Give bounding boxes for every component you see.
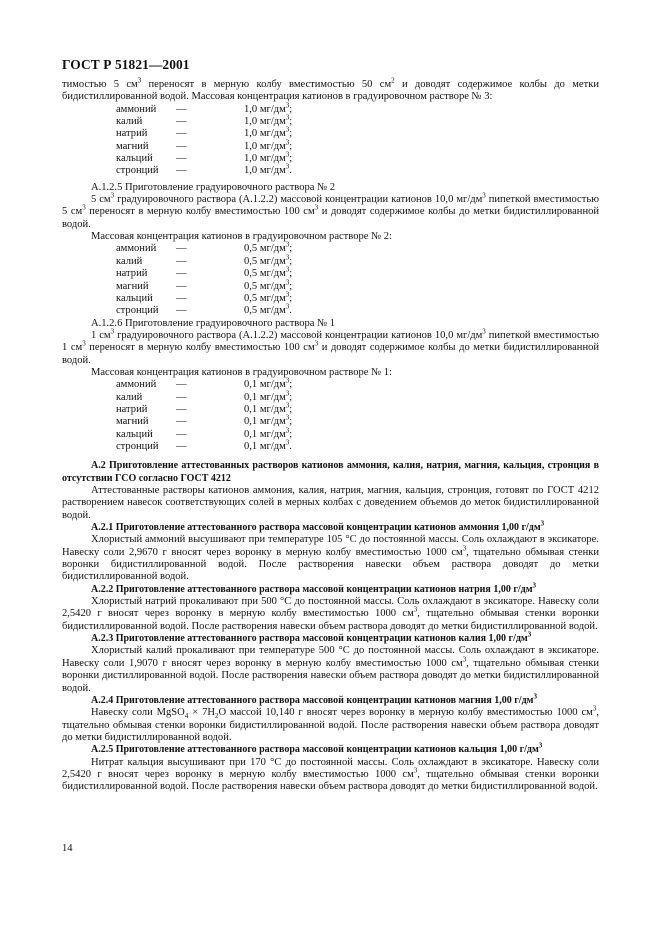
subsection-title-a21: А.2.1 Приготовление аттестованного раствора массовой концентрации катионов аммония 1,00 $г/дм^3$ xyxy=(91,519,545,534)
cation-name: калий xyxy=(116,116,143,128)
dash: — xyxy=(176,292,187,304)
concentration-value: 1,0 $мг/дм^3$; xyxy=(244,113,293,128)
concentration-row xyxy=(116,376,599,391)
paragraph-a21: Хлористый аммоний высушивают при температуре 105 °С до постоянной массы. Соль охлаждают в эксикаторе. Навеску соли 2,9670 г вносят через воронку в мерную колбу вместимостью 1000 $см^3$, тщательно обмывая стенки воронки бидистиллированной водой. После растворения навески объем раствора доводят до метки бидистиллированной водой. xyxy=(62,534,599,583)
paragraph-a25: Нитрат кальция высушивают при 170 °С до постоянной массы. Соль охлаждают в эксикаторе. Навеску соли 2,5420 г вносят через воронку в мерную колбу вместимостью 1000 $см^3$, тщательно обмывая стенки воронки бидистиллированной водой. После растворения навески объем раствора доводят до метки бидистиллированной водой. xyxy=(62,756,599,793)
section-title-a2: А.2 Приготовление аттестованных растворов катионов аммония, калия, натрия, магния, кальция, стронция в отсутствии ГСО согласно ГОСТ 4212 xyxy=(62,460,599,484)
concentration-row xyxy=(116,277,599,293)
paragraph-solution-1: 1 $см^3$ градуировочного раствора (А.1.2.2) массовой концентрации катионов 10,0 $мг/дм^3$ пипеткой вместимостью 1 $см^3$ переносят в мерную колбу вместимостью 100 $см^3$ и доводят содержимое колбы до метки бидистиллированной водой. xyxy=(62,327,600,366)
subsection-title-a25: А.2.5 Приготовление аттестованного раствора массовой концентрации катионов кальция 1,00 $г/дм^3$ xyxy=(91,741,543,756)
cation-name: магний xyxy=(116,416,149,428)
paragraph-a2: Аттестованные растворы катионов аммония, калия, натрия, магния, кальция, стронция, готовят по ГОСТ 4212 растворением навесок соответствующих солей в мерных колбах с доведением объемов до меток бидистиллированной водой. xyxy=(62,485,599,521)
concentration-row xyxy=(116,413,599,428)
dash: — xyxy=(176,165,187,177)
paragraph-solution-2: 5 $см^3$ градуировочного раствора (А.1.2.2) массовой концентрации катионов 10,0 $мг/дм^3$ пипеткой вместимостью 5 $см^3$ переносят в мерную колбу вместимостью 100 $см^3$ и доводят содержимое колбы до метки бидистиллированной водой. xyxy=(62,191,600,230)
concentration-caption-solution-1: Массовая концентрация катионов в градуировочном растворе № 1: xyxy=(91,366,392,378)
concentration-value: 1,0 $мг/дм^3$; xyxy=(244,150,293,165)
concentration-row xyxy=(116,265,599,280)
dash: — xyxy=(176,391,187,403)
concentration-caption-solution-2: Массовая концентрация катионов в градуировочном растворе № 2: xyxy=(91,231,392,243)
concentration-value: 0,5 $мг/дм^3$; xyxy=(244,253,293,267)
concentration-row xyxy=(116,138,599,153)
dash: — xyxy=(176,280,187,292)
concentration-row xyxy=(116,113,599,128)
concentration-value: 0,1 $мг/дм^3$; xyxy=(244,376,293,391)
concentration-row xyxy=(116,438,599,453)
concentration-value: 1,0 $мг/дм^3$; xyxy=(244,138,293,152)
cation-name: кальций xyxy=(116,292,153,304)
concentration-row xyxy=(116,162,599,177)
dash: — xyxy=(176,153,187,165)
concentration-list-solution-3 xyxy=(116,101,599,178)
concentration-list-solution-2 xyxy=(116,240,599,317)
concentration-row xyxy=(116,401,599,416)
cation-name: стронций xyxy=(116,165,159,177)
cation-name: магний xyxy=(116,280,149,292)
dash: — xyxy=(176,428,187,440)
paragraph-a24: Навеску соли MgSO$_4$ × $7H_2O$ массой 10,140 г вносят через воронку в мерную колбу вместимостью 1000 $см^3$, тщательно обмывая стенки воронки бидистиллированной водой. После растворения навески объем раствора доводят до метки бидистиллированной водой. xyxy=(62,704,599,743)
subsection-title-a125: А.1.2.5 Приготовление градуировочного раствора № 2 xyxy=(91,181,336,193)
dash: — xyxy=(176,379,187,391)
concentration-value: 0,1 $мг/дм^3$; xyxy=(244,389,293,403)
cation-name: кальций xyxy=(116,428,153,440)
subsection-title-a23: А.2.3 Приготовление аттестованного раствора массовой концентрации катионов калия 1,00 $г/дм^3$ xyxy=(91,630,532,645)
page-number: 14 xyxy=(62,843,73,854)
concentration-row xyxy=(116,253,599,268)
concentration-list-solution-1 xyxy=(116,376,599,453)
cation-name: калий xyxy=(116,255,143,267)
cation-name: стронций xyxy=(116,440,159,452)
concentration-row xyxy=(116,290,599,305)
cation-name: аммоний xyxy=(116,103,157,115)
dash: — xyxy=(176,243,187,255)
dash: — xyxy=(176,103,187,115)
concentration-value: 0,5 $мг/дм^3$; xyxy=(244,290,293,304)
dash: — xyxy=(176,116,187,128)
concentration-row xyxy=(116,125,599,140)
concentration-value: 1,0 $мг/дм^3$; xyxy=(244,101,293,115)
cation-name: кальций xyxy=(116,153,153,165)
dash: — xyxy=(176,268,187,280)
cation-name: аммоний xyxy=(116,243,157,255)
concentration-value: 0,5 $мг/дм^3$; xyxy=(244,240,293,255)
cation-name: стронций xyxy=(116,305,159,317)
concentration-row xyxy=(116,426,599,441)
concentration-row xyxy=(116,302,599,317)
dash: — xyxy=(176,416,187,428)
concentration-value: 0,1 $мг/дм^3$; xyxy=(244,413,293,428)
paragraph-a23: Хлористый калий прокаливают при температуре 500 °С до постоянной массы. Соль охлаждают в эксикаторе. Навеску соли 1,9070 г вносят через воронку в мерную колбу вместимостью 1000 $см^3$, тщательно обмывая стенки воронки дистиллированной водой. После растворения навески объем раствора доводят до метки бидистиллированной водой. xyxy=(62,645,599,694)
paragraph-solution-3: тимостью 5 $см^3$ переносят в мерную колбу вместимостью 50 $см^2$ и доводят содержимое колбы до метки бидистиллированной водой. Массовая концентрация катионов в градуировочном растворе № 3: xyxy=(62,76,599,103)
cation-name: натрий xyxy=(116,128,148,140)
concentration-value: 0,5 $мг/дм^3$; xyxy=(244,265,293,280)
cation-name: магний xyxy=(116,140,149,152)
dash: — xyxy=(176,255,187,267)
dash: — xyxy=(176,305,187,317)
concentration-row xyxy=(116,101,599,116)
dash: — xyxy=(176,128,187,140)
concentration-value: 1,0 $мг/дм^3$. xyxy=(244,162,292,177)
cation-name: калий xyxy=(116,391,143,403)
paragraph-a22: Хлористый натрий прокаливают при 500 °С до постоянной массы. Соль охлаждают в эксикаторе. Навеску соли 2,5420 г вносят через воронку в мерную колбу вместимостью 1000 $см^3$, тщательно обмывая стенки воронки бидистиллированной водой. После растворения навески объем раствора доводят до метки бидистиллированной водой. xyxy=(62,596,599,632)
concentration-row xyxy=(116,389,599,404)
cation-name: натрий xyxy=(116,403,148,415)
concentration-value: 1,0 $мг/дм^3$; xyxy=(244,125,293,140)
concentration-row xyxy=(116,150,599,165)
subsection-title-a24: А.2.4 Приготовление аттестованного раствора массовой концентрации катионов магния 1,00 $г/дм^3$ xyxy=(91,692,537,706)
concentration-value: 0,1 $мг/дм^3$; xyxy=(244,426,293,440)
dash: — xyxy=(176,403,187,415)
document-header: ГОСТ Р 51821—2001 xyxy=(62,57,190,72)
concentration-value: 0,1 $мг/дм^3$; xyxy=(244,401,293,415)
concentration-value: 0,5 $мг/дм^3$. xyxy=(244,302,292,317)
cation-name: аммоний xyxy=(116,379,157,391)
concentration-value: 0,1 $мг/дм^3$. xyxy=(244,438,292,452)
page-content xyxy=(62,76,600,794)
concentration-row xyxy=(116,240,599,255)
concentration-value: 0,5 $мг/дм^3$; xyxy=(244,277,293,292)
subsection-title-a22: А.2.2 Приготовление аттестованного раствора массовой концентрации катионов натрия 1,00 $г/дм^3$ xyxy=(91,581,537,595)
cation-name: натрий xyxy=(116,268,148,280)
dash: — xyxy=(176,440,187,452)
subsection-title-a126: А.1.2.6 Приготовление градуировочного раствора № 1 xyxy=(91,317,336,329)
dash: — xyxy=(176,140,187,152)
